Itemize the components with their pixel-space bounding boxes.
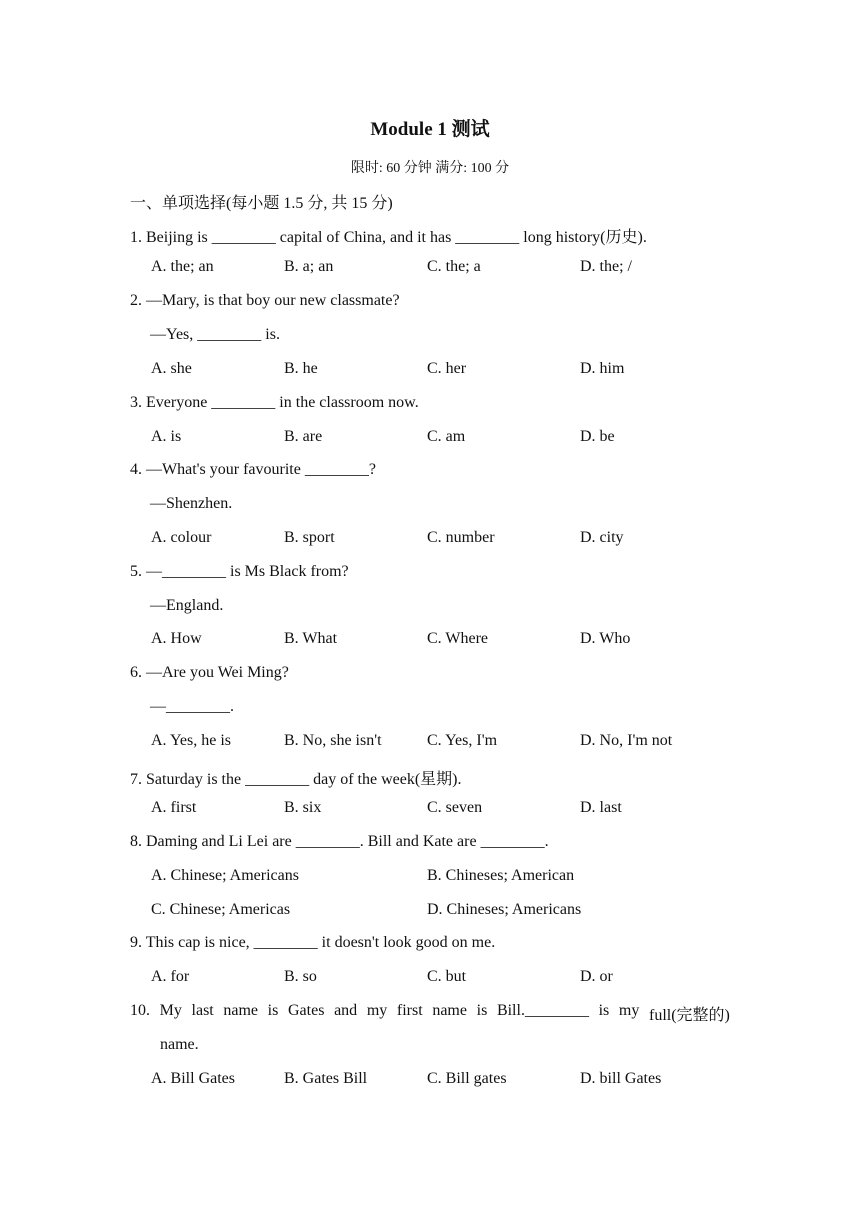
question-6-stem: 6. —Are you Wei Ming? [130,664,289,681]
q8-option-a: A. Chinese; Americans [151,867,299,884]
q1-option-d: D. the; / [580,258,632,275]
q10-option-a: A. Bill Gates [151,1070,235,1087]
q10-word: name [223,1002,259,1019]
q7-option-c: C. seven [427,799,483,816]
q5-option-c: C. Where [427,630,489,647]
q6-option-b: B. No, she isn't [284,732,382,749]
exam-info: 限时: 60 分钟 满分: 100 分 [350,161,510,176]
question-2-reply: —Yes, ________ is. [150,326,280,343]
question-1-stem: 1. Beijing is ________ capital of China, and it has ________ long history(历史). [130,229,647,246]
q1-option-a: A. the; an [151,258,214,275]
q2-option-c: C. her [427,360,467,377]
q4-option-b: B. sport [284,529,335,546]
q7-option-b: B. six [284,799,322,816]
q10-word: last [191,1002,214,1019]
q10-word: my [618,1002,640,1019]
q9-option-b: B. so [284,968,317,985]
q10-word: is [476,1002,488,1019]
q10-option-b: B. Gates Bill [284,1070,368,1087]
q10-word: and [334,1002,358,1019]
question-9-stem: 9. This cap is nice, ________ it doesn't look good on me. [130,934,496,951]
q10-word: Bill.________ [496,1002,589,1019]
q4-option-c: C. number [427,529,495,546]
q7-option-d: D. last [580,799,622,816]
q10-word: My [159,1002,182,1019]
q10-word: name [432,1002,467,1019]
q4-option-d: D. city [580,529,624,546]
q2-option-b: B. he [284,360,318,377]
q10-word: Gates [287,1002,325,1019]
q6-option-d: D. No, I'm not [580,732,673,749]
section-heading: 一、单项选择(每小题 1.5 分, 共 15 分) [130,195,393,212]
question-2-stem: 2. —Mary, is that boy our new classmate? [130,292,400,309]
q9-option-d: D. or [580,968,613,985]
q2-option-d: D. him [580,360,625,377]
q6-option-a: A. Yes, he is [151,732,232,749]
q9-option-a: A. for [151,968,190,985]
q3-option-d: D. be [580,428,615,445]
q7-option-a: A. first [151,799,197,816]
q10-word: is [267,1002,279,1019]
q3-option-b: B. are [284,428,323,445]
q4-option-a: A. colour [151,529,212,546]
q5-option-b: B. What [284,630,338,647]
q6-option-c: C. Yes, I'm [427,732,498,749]
q9-option-c: C. but [427,968,467,985]
question-10-stem-continued: name. [160,1036,199,1053]
q8-option-d: D. Chineses; Americans [427,901,582,918]
page-title: Module 1 测试 [370,119,490,140]
q1-option-c: C. the; a [427,258,481,275]
q2-option-a: A. she [151,360,192,377]
q8-option-c: C. Chinese; Americas [151,901,291,918]
q10-word: first [396,1002,423,1019]
q10-word: my [366,1002,388,1019]
question-3-stem: 3. Everyone ________ in the classroom now. [130,394,419,411]
q3-option-a: A. is [151,428,182,445]
q1-option-b: B. a; an [284,258,334,275]
q10-word: is [598,1002,610,1019]
question-4-reply: —Shenzhen. [150,495,233,512]
q5-option-d: D. Who [580,630,631,647]
q8-option-b: B. Chineses; American [427,867,575,884]
question-7-stem: 7. Saturday is the ________ day of the week(星期). [130,771,462,788]
q10-option-d: D. bill Gates [580,1070,662,1087]
q10-word: full(完整的) [649,1007,730,1024]
question-8-stem: 8. Daming and Li Lei are ________. Bill and Kate are ________. [130,833,549,850]
q10-option-c: C. Bill gates [427,1070,507,1087]
q3-option-c: C. am [427,428,466,445]
q10-word: 10. [130,1002,150,1019]
q5-option-a: A. How [151,630,202,647]
question-10-stem [130,1002,730,1025]
question-4-stem: 4. —What's your favourite ________? [130,461,376,478]
question-5-stem: 5. —________ is Ms Black from? [130,563,349,580]
question-6-reply: —________. [150,698,234,715]
question-5-reply: —England. [150,597,224,614]
